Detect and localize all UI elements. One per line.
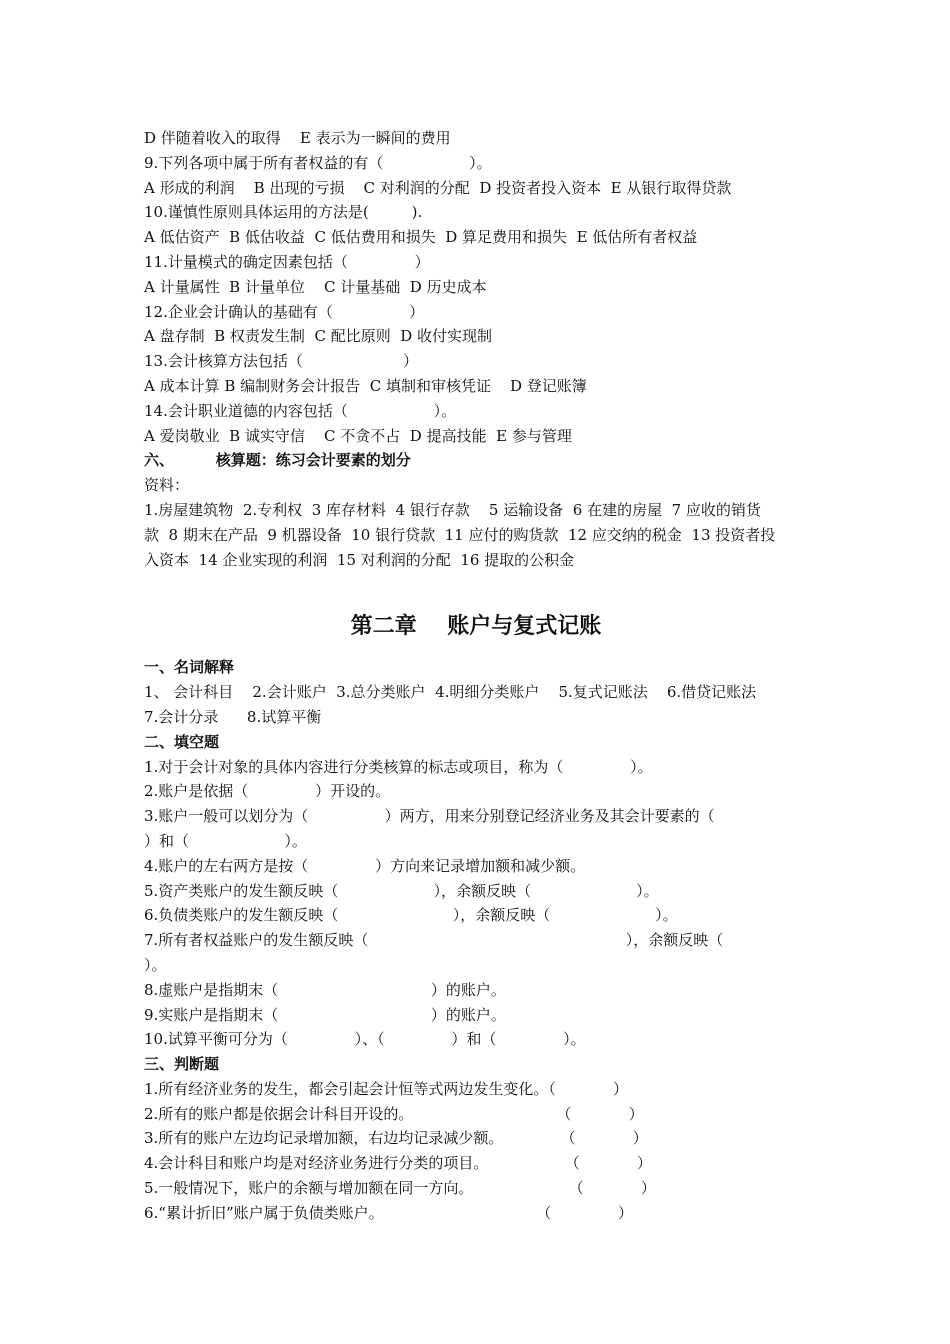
part-title: 三、判断题: [144, 1055, 220, 1074]
section-heading: 六、 核算题：练习会计要素的划分: [144, 451, 411, 470]
fill-blank-line: 10.试算平衡可分为（ ）、（ ）和（ ）。: [144, 1030, 586, 1049]
question-line: 9.下列各项中属于所有者权益的有（ ）。: [144, 153, 492, 172]
fill-blank-line: 8.虚账户是指期末（ ）的账户。: [144, 980, 506, 999]
fill-blank-line: 3.账户一般可以划分为（ ）两方，用来分别登记经济业务及其会计要素的（: [144, 807, 715, 826]
true-false-line: 5.一般情况下，账户的余额与增加额在同一方向。 （ ）: [144, 1179, 656, 1198]
question-line: 11.计量模式的确定因素包括（ ）: [144, 252, 430, 271]
material-line: 1.房屋建筑物 2.专利权 3 库存材料 4 银行存款 5 运输设备 6 在建的房屋 7 应收的销货: [144, 500, 761, 519]
part-title: 一、名词解释: [144, 658, 235, 677]
question-line: 12.企业会计确认的基础有（ ）: [144, 302, 425, 321]
option-line: A 计量属性 B 计量单位 C 计量基础 D 历史成本: [144, 277, 487, 296]
fill-blank-line: 6.负债类账户的发生额反映（ ），余额反映（ ）。: [144, 906, 678, 925]
question-line: 13.会计核算方法包括（ ）: [144, 352, 418, 371]
fill-blank-line: 4.账户的左右两方是按（ ）方向来记录增加额和减少额。: [144, 856, 586, 875]
fill-blank-line: 5.资产类账户的发生额反映（ ），余额反映（ ）。: [144, 881, 659, 900]
true-false-line: 6.“累计折旧”账户属于负债类账户。 （ ）: [144, 1203, 633, 1222]
fill-blank-line: ）和（ ）。: [144, 831, 307, 850]
material-label: 资料：: [144, 476, 190, 495]
part-title: 二、填空题: [144, 732, 220, 751]
option-line: A 形成的利润 B 出现的亏损 C 对利润的分配 D 投资者投入资本 E 从银行取得贷款: [144, 178, 732, 197]
true-false-line: 3.所有的账户左边均记录增加额，右边均记录减少额。 （ ）: [144, 1129, 648, 1148]
fill-blank-line: 7.所有者权益账户的发生额反映（ ），余额反映（: [144, 931, 724, 950]
chapter-title: 第二章 账户与复式记账: [350, 613, 602, 640]
page-content: [144, 126, 808, 1226]
option-line: A 成本计算 B 编制财务会计报告 C 填制和审核凭证 D 登记账簿: [144, 376, 587, 395]
material-line: 入资本 14 企业实现的利润 15 对利润的分配 16 提取的公积金: [144, 550, 575, 569]
option-line: A 低估资产 B 低估收益 C 低估费用和损失 D 算足费用和损失 E 低估所有者权益: [144, 228, 698, 247]
term-line: 1、 会计科目 2.会计账户 3.总分类账户 4.明细分类账户 5.复式记账法 6.借贷记账法: [144, 683, 757, 702]
fill-blank-line: 1.对于会计对象的具体内容进行分类核算的标志或项目，称为（ ）。: [144, 757, 653, 776]
option-line: A 爱岗敬业 B 诚实守信 C 不贪不占 D 提高技能 E 参与管理: [144, 426, 572, 445]
option-line: A 盘存制 B 权责发生制 C 配比原则 D 收付实现制: [144, 327, 493, 346]
option-line: D 伴随着收入的取得 E 表示为一瞬间的费用: [144, 129, 451, 147]
question-line: 10.谨慎性原则具体运用的方法是( ).: [144, 203, 423, 222]
fill-blank-line: ）。: [144, 955, 167, 974]
term-line: 7.会计分录 8.试算平衡: [144, 707, 322, 726]
question-line: 14.会计职业道德的内容包括（ ）。: [144, 401, 457, 420]
true-false-line: 4.会计科目和账户均是对经济业务进行分类的项目。 （ ）: [144, 1154, 652, 1173]
material-line: 款 8 期末在产品 9 机器设备 10 银行贷款 11 应付的购货款 12 应交纳的税金 13 投资者投: [144, 525, 776, 544]
true-false-line: 2.所有的账户都是依据会计科目开设的。 （ ）: [144, 1104, 644, 1123]
fill-blank-line: 2.账户是依据（ ）开设的。: [144, 782, 391, 801]
fill-blank-line: 9.实账户是指期末（ ）的账户。: [144, 1005, 506, 1024]
true-false-line: 1.所有经济业务的发生，都会引起会计恒等式两边发生变化。（ ）: [144, 1079, 629, 1098]
